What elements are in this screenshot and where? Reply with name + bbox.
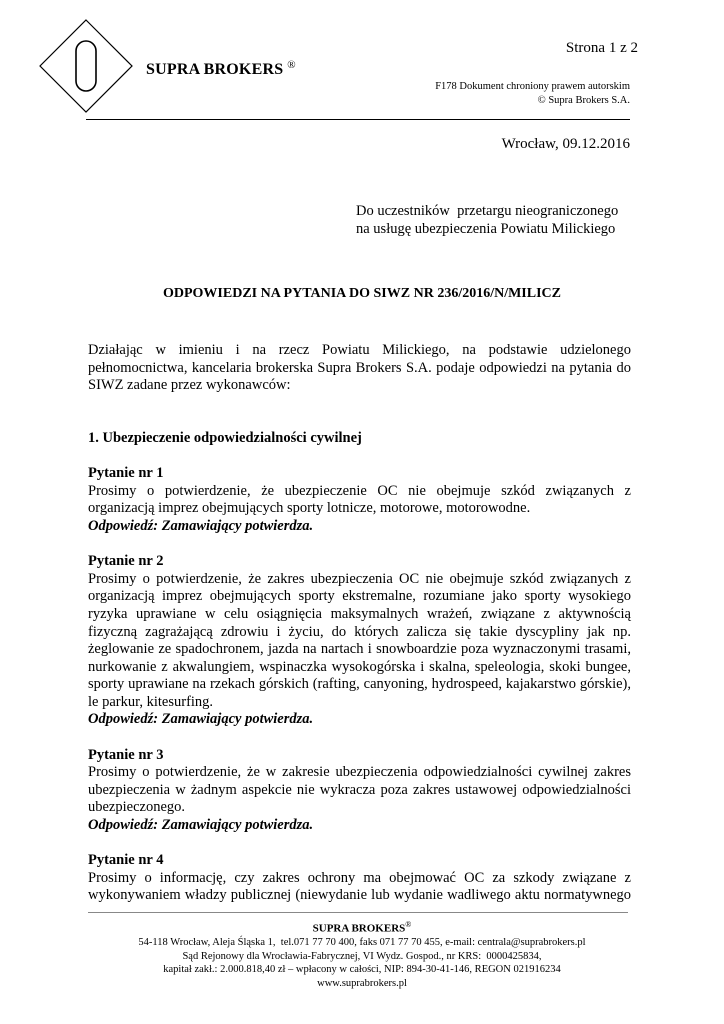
recipient-block xyxy=(356,202,618,238)
question-1-label: Pytanie nr 1 xyxy=(88,465,164,482)
document-title: ODPOWIEDZI NA PYTANIA DO SIWZ NR 236/2016/N/MILICZ xyxy=(162,286,561,301)
question-3-answer: Odpowiedź: Zamawiający potwierdza. xyxy=(88,817,314,834)
question-4-text: Prosimy o informację, czy zakres ochrony ma obejmować OC za szkody związane z wykonywaniem władzy publicznej (niewydanie lub wydanie wadliwego aktu normatywnego xyxy=(88,869,631,904)
company-logo xyxy=(38,18,134,114)
question-2-label: Pytanie nr 2 xyxy=(88,553,164,570)
footer-brand xyxy=(0,918,724,936)
footer-court-registration: Sąd Rejonowy dla Wrocławia-Fabrycznej, VI Wydz. Gospod., nr KRS: 0000425834, xyxy=(182,950,542,962)
page-number: Strona 1 z 2 xyxy=(565,40,638,56)
question-3-text: Prosimy o potwierdzenie, że w zakresie ubezpieczenia odpowiedzialności cywilnej zakres ubezpieczenia w żadnym aspekcie nie wykracza poza zakres ustawowej odpowiedzialności ubezpieczonego. xyxy=(88,764,631,816)
question-1-answer: Odpowiedź: Zamawiający potwierdza. xyxy=(88,517,314,534)
recipient-line-1: Do uczestników przetargu nieograniczonego xyxy=(356,203,619,219)
copyright-line-1: F178 Dokument chroniony prawem autorskim xyxy=(435,81,630,92)
footer-brand-name: SUPRA BROKERS xyxy=(312,922,406,935)
section-heading: 1. Ubezpieczenie odpowiedzialności cywilnej xyxy=(88,429,362,446)
question-2-text: Prosimy o potwierdzenie, że zakres ubezpieczenia OC nie obejmuje szkód związanych z organizacją imprez obejmujących sporty ekstremalne, rozumiane jako sporty wysokiego ryzyka uprawiane w celu osiągnięcia maksymalnych wrażeń, związane z aktywnością fizyczną zagrażającą zdrowiu i życiu, do których zalicza się takie dyscypliny jak np. żeglowanie ze spadochronem, jazda na nartach i snowboardzie poza wyznaczonymi trasami, nurkowanie z akwalungiem, wspinaczka wysokogórska i skalna, speleologia, skoki bungee, sporty uprawiane na rzekach górskich (rafting, canyoning, hydrospeed, kajakarstwo górskie), le parkur, kitesurfing. xyxy=(88,570,631,710)
footer-website-link[interactable]: www.suprabrokers.pl xyxy=(317,978,407,990)
footer xyxy=(0,918,724,991)
header-brand xyxy=(146,59,296,79)
header-brand-name: SUPRA BROKERS xyxy=(146,61,284,78)
header-divider xyxy=(86,119,630,120)
copyright-line-2: © Supra Brokers S.A. xyxy=(537,95,630,106)
footer-capital-tax-ids: kapitał zakł.: 2.000.818,40 zł – wpłacony w całości, NIP: 894-30-41-146, REGON 021916234 xyxy=(163,964,561,976)
document-date: Wrocław, 09.12.2016 xyxy=(501,136,630,152)
intro-paragraph: Działając w imieniu i na rzecz Powiatu Milickiego, na podstawie udzielonego pełnomocnictwa, kancelaria brokerska Supra Brokers S.A. podaje odpowiedzi na pytania do SIWZ zadane przez wykonawców: xyxy=(88,342,631,394)
question-2-answer: Odpowiedź: Zamawiający potwierdza. xyxy=(88,711,314,728)
header-registered-mark: ® xyxy=(287,59,296,71)
footer-registered-mark: ® xyxy=(405,920,412,929)
question-1-text: Prosimy o potwierdzenie, że ubezpieczenie OC nie obejmuje szkód związanych z organizacją imprez obejmujących sporty lotnicze, motorowe, motorowodne. xyxy=(88,482,631,517)
question-4-label: Pytanie nr 4 xyxy=(88,852,164,869)
footer-divider xyxy=(88,912,628,913)
copyright-notice xyxy=(435,80,630,108)
footer-address: 54-118 Wrocław, Aleja Śląska 1, tel.071 77 70 400, faks 071 77 70 455, e-mail: centrala@suprabrokers.pl xyxy=(138,937,586,949)
recipient-line-2: na usługę ubezpieczenia Powiatu Milickiego xyxy=(356,221,616,237)
document-body xyxy=(88,342,631,905)
question-3-label: Pytanie nr 3 xyxy=(88,746,164,763)
